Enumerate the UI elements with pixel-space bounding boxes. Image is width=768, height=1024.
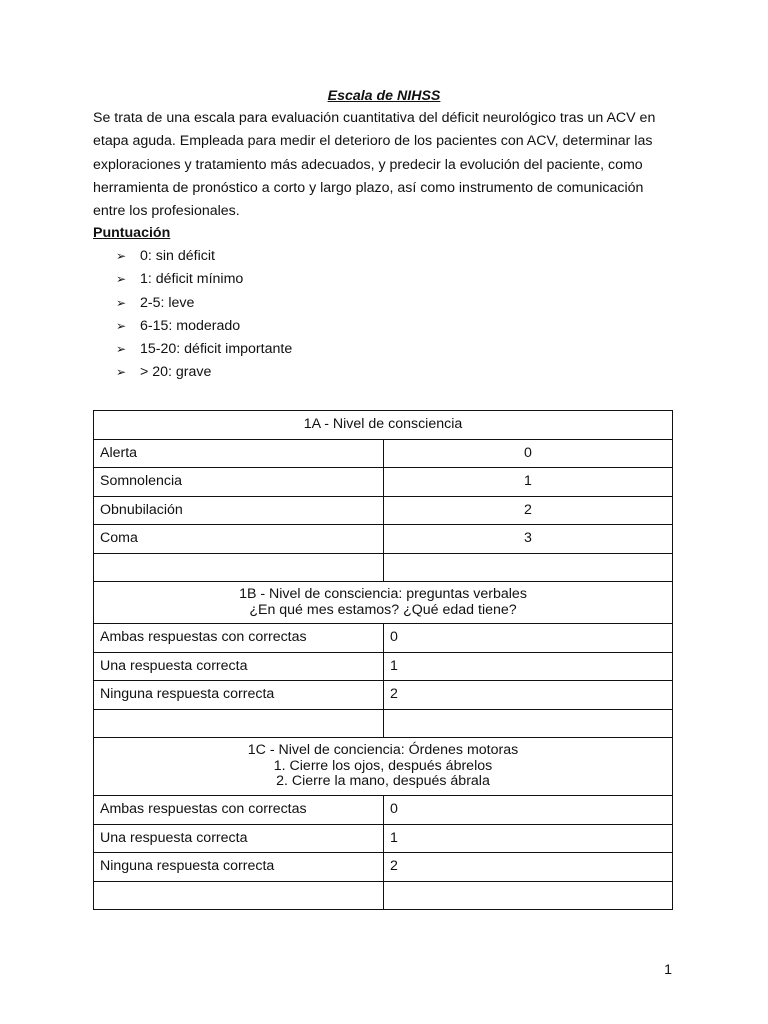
- table-row: [94, 496, 673, 525]
- document-title: Escala de NIHSS: [327, 88, 441, 104]
- score-value: 1: [384, 652, 673, 681]
- arrow-bullet-icon: ➢: [116, 365, 127, 380]
- section-header-row: [94, 411, 673, 440]
- score-value: 2: [384, 496, 673, 525]
- criterion-label: Alerta: [94, 439, 384, 468]
- empty-cell: [94, 881, 384, 910]
- empty-cell: [384, 881, 673, 910]
- intro-line: exploraciones y tratamiento más adecuados, y predecir la evolución del paciente, como: [93, 156, 643, 173]
- criterion-label: Obnubilación: [94, 496, 384, 525]
- arrow-bullet-icon: ➢: [116, 318, 127, 333]
- list-item: [116, 269, 292, 292]
- empty-row: [94, 709, 673, 738]
- table-row: [94, 525, 673, 554]
- section-1b-title: 1B - Nivel de consciencia: preguntas verbales: [239, 586, 527, 602]
- arrow-bullet-icon: ➢: [116, 295, 127, 310]
- criterion-label: Ninguna respuesta correcta: [94, 681, 384, 710]
- score-value: 0: [384, 624, 673, 653]
- table-row: [94, 652, 673, 681]
- nihss-table: [93, 410, 673, 910]
- list-item: 1. Cierre los ojos, después ábrelos: [273, 757, 493, 774]
- motor-orders-list: [100, 759, 666, 790]
- score-range: 6-15: moderado: [140, 317, 241, 334]
- list-item: [116, 339, 292, 362]
- list-item: [116, 316, 292, 339]
- intro-line: entre los profesionales.: [93, 203, 240, 220]
- section-1a-header: 1A - Nivel de consciencia: [94, 411, 673, 440]
- empty-row: [94, 553, 673, 582]
- intro-line: etapa aguda. Empleada para medir el deterioro de los pacientes con ACV, determinar las: [93, 133, 653, 150]
- section-1b-header: [94, 582, 673, 624]
- list-item: [116, 293, 292, 316]
- section-1c-header: [94, 738, 673, 796]
- criterion-label: Somnolencia: [94, 468, 384, 497]
- page-number: 1: [664, 962, 672, 978]
- criterion-label: Una respuesta correcta: [94, 652, 384, 681]
- criterion-label: Una respuesta correcta: [94, 824, 384, 853]
- intro-line: Se trata de una escala para evaluación cuantitativa del déficit neurológico tras un ACV en: [93, 110, 656, 126]
- score-value: 0: [384, 439, 673, 468]
- criterion-label: Ambas respuestas con correctas: [94, 624, 384, 653]
- table-row: [94, 853, 673, 882]
- table-row: [94, 681, 673, 710]
- score-value: 3: [384, 525, 673, 554]
- score-range: > 20: grave: [140, 364, 212, 381]
- section-1b-questions: ¿En qué mes estamos? ¿Qué edad tiene?: [249, 601, 517, 618]
- list-item: 2. Cierre la mano, después ábrala: [276, 773, 490, 790]
- criterion-label: Ninguna respuesta correcta: [94, 853, 384, 882]
- table-row: [94, 824, 673, 853]
- table-row: [94, 439, 673, 468]
- empty-row: [94, 881, 673, 910]
- intro-line: herramienta de pronóstico a corto y largo plazo, así como instrumento de comunicación: [93, 179, 644, 196]
- score-range: 1: déficit mínimo: [140, 271, 244, 288]
- intro-paragraph: [93, 107, 683, 223]
- empty-cell: [384, 553, 673, 582]
- score-list: [116, 246, 292, 386]
- table-row: [94, 624, 673, 653]
- section-1c-title: 1C - Nivel de conciencia: Órdenes motoras: [247, 742, 519, 759]
- list-item: [116, 246, 292, 269]
- section-header-row: [94, 738, 673, 796]
- score-range: 2-5: leve: [140, 294, 195, 311]
- empty-cell: [94, 709, 384, 738]
- arrow-bullet-icon: ➢: [116, 342, 127, 357]
- criterion-label: Ambas respuestas con correctas: [94, 796, 384, 825]
- list-item: [116, 362, 292, 385]
- table-row: [94, 796, 673, 825]
- score-value: 2: [384, 681, 673, 710]
- score-value: 1: [384, 824, 673, 853]
- empty-cell: [384, 709, 673, 738]
- section-header-row: [94, 582, 673, 624]
- arrow-bullet-icon: ➢: [116, 249, 127, 263]
- arrow-bullet-icon: ➢: [116, 272, 127, 287]
- table-row: [94, 468, 673, 497]
- score-range: 15-20: déficit importante: [140, 341, 293, 358]
- puntuacion-heading: Puntuación: [93, 225, 171, 241]
- criterion-label: Coma: [94, 525, 384, 554]
- empty-cell: [94, 553, 384, 582]
- score-range: 0: sin déficit: [140, 248, 215, 264]
- score-value: 2: [384, 853, 673, 882]
- score-value: 0: [384, 796, 673, 825]
- score-value: 1: [384, 468, 673, 497]
